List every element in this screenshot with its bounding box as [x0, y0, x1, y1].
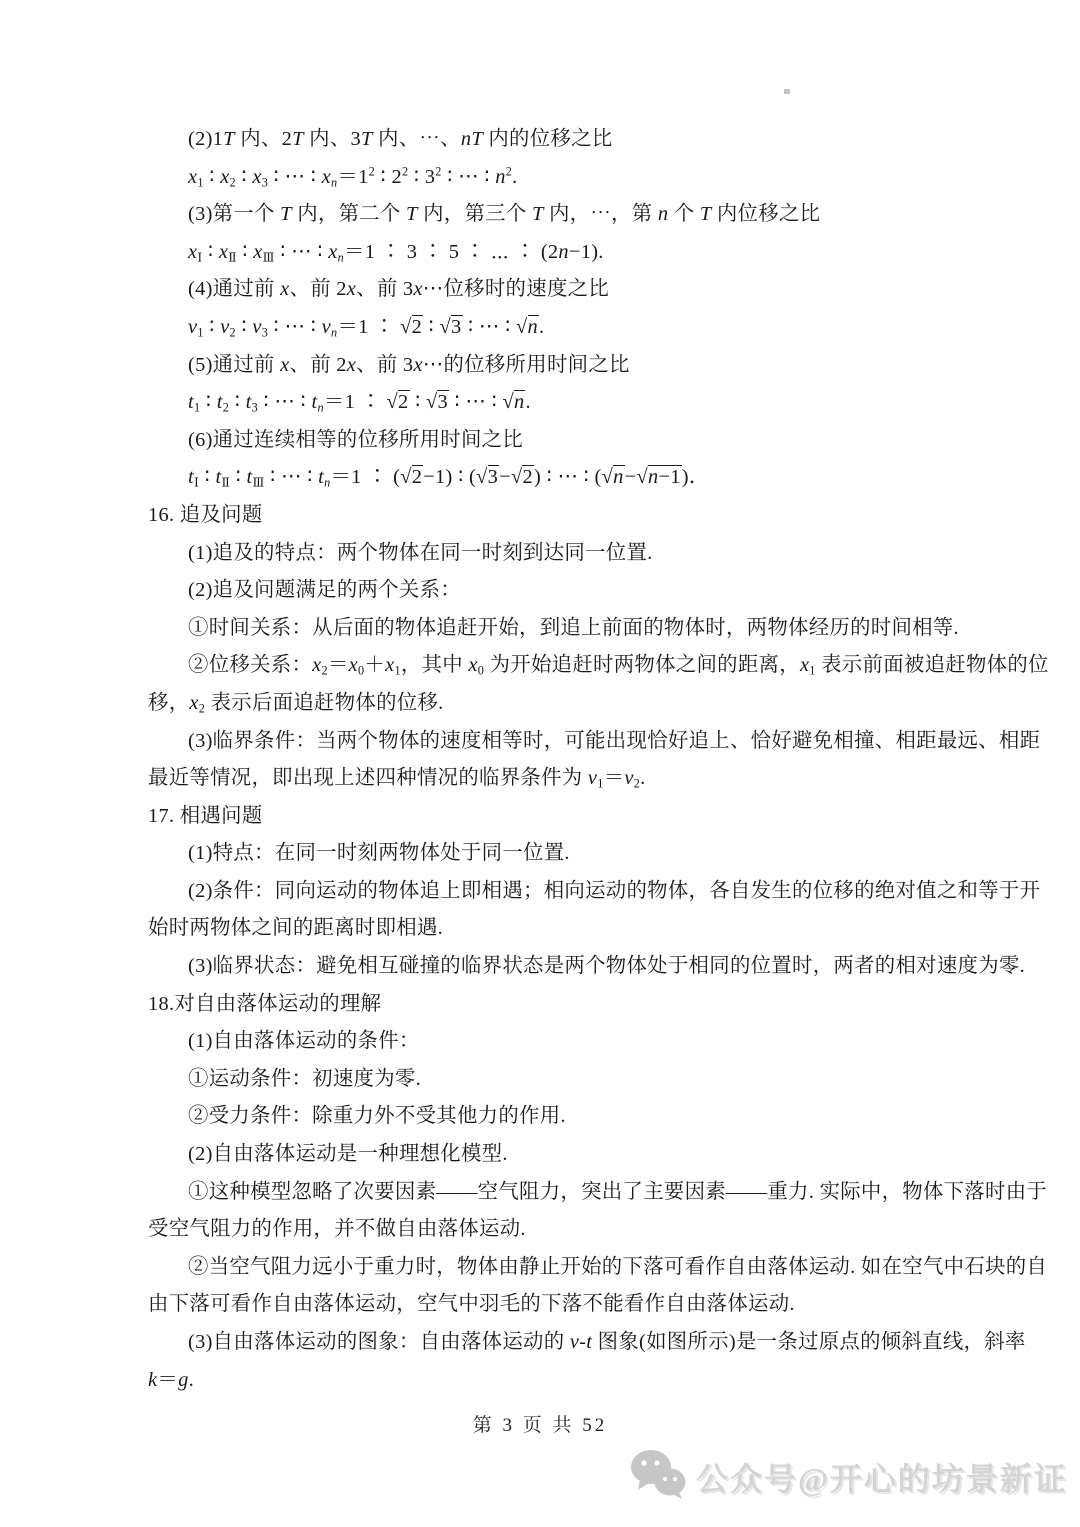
text-line: (2)追及问题满足的两个关系： [188, 579, 461, 602]
formula-line: $t_1$ ∶ $t_2$ ∶ $t_3$ ∶ ⋯ ∶ $t_n=1$ ∶ √2 ∶ √3 ∶ ⋯ ∶ √n. [188, 391, 531, 415]
watermark [630, 1448, 1068, 1505]
text-line: (3)临界条件：当两个物体的速度相等时，可能出现恰好追上、恰好避免相撞、相距最远、相距 [188, 729, 1041, 752]
wechat-icon [630, 1448, 686, 1505]
text-line: 始时两物体之间的距离时即相遇. [148, 917, 444, 940]
formula-line: k＝g. [148, 1368, 194, 1391]
section-heading-18: 18.对自由落体运动的理解 [148, 992, 382, 1015]
text-line: (1)追及的特点：两个物体在同一时刻到达同一位置. [188, 541, 653, 564]
watermark-text: 公众号@开心的坊景新证 [696, 1460, 1068, 1497]
page-number: 第 3 页 共 52 [472, 1415, 608, 1436]
text-line: (1)自由落体运动的条件： [188, 1030, 420, 1053]
text-line: (3)临界状态：避免相互碰撞的临界状态是两个物体处于相同的位置时，两者的相对速度为零. [188, 955, 1026, 978]
text-line: ①时间关系：从后面的物体追赶开始，到追上前面的物体时，两物体经历的时间相等. [188, 616, 959, 639]
formula-line: $v_1$ ∶ $v_2$ ∶ $v_3$ ∶ ⋯ ∶ $v_n=1$ ∶ √2 ∶ √3 ∶ ⋯ ∶ √n. [188, 315, 545, 340]
text-line: (5)通过前 x、前 2x、前 3x⋯的位移所用时间之比 [188, 353, 630, 376]
text-line: (6)通过连续相等的位移所用时间之比 [188, 428, 524, 451]
text-line: ②当空气阻力远小于重力时，物体由静止开始的下落可看作自由落体运动. 如在空气中石块的自 [188, 1255, 1048, 1278]
text-line: 移，$x_2$ 表示后面追赶物体的位移. [148, 691, 444, 716]
text-line: (3)第一个 T 内，第二个 T 内，第三个 T 内，⋯，第 n 个 T 内位移之比 [188, 203, 821, 226]
text-line: 受空气阻力的作用，并不做自由落体运动. [148, 1218, 526, 1241]
formula-line: $x_1$ ∶ $x_2$ ∶ $x_3$ ∶ ⋯ ∶ $x_n=1^2$ ∶ $2^2$ ∶ $3^2$ ∶ ⋯ ∶ $n^2$. [188, 164, 518, 190]
scan-artifact-dot [784, 89, 790, 94]
text-line: (2)条件：同向运动的物体追上即相遇；相向运动的物体，各自发生的位移的绝对值之和等于开 [188, 879, 1041, 902]
text-line: 由下落可看作自由落体运动，空气中羽毛的下落不能看作自由落体运动. [148, 1293, 795, 1316]
text-line: (2)自由落体运动是一种理想化模型. [188, 1143, 508, 1166]
text-line: 最近等情况，即出现上述四种情况的临界条件为 $v_1=v_2$. [148, 767, 646, 791]
text-line: ①运动条件：初速度为零. [188, 1067, 421, 1090]
text-line: (4)通过前 x、前 2x、前 3x⋯位移时的速度之比 [188, 278, 610, 301]
text-line: ①这种模型忽略了次要因素——空气阻力，突出了主要因素——重力. 实际中，物体下落时由于 [188, 1180, 1048, 1203]
text-line: (2)1T 内、2T 内、3T 内、⋯、nT 内的位移之比 [188, 128, 613, 150]
text-line: (1)特点：在同一时刻两物体处于同一位置. [188, 842, 570, 865]
text-line: ②受力条件：除重力外不受其他力的作用. [188, 1105, 566, 1128]
document-body [148, 121, 1049, 1399]
section-heading-17: 17. 相遇问题 [148, 804, 263, 827]
text-line: (3)自由落体运动的图象：自由落体运动的 v-t 图象(如图所示)是一条过原点的倾斜直线，斜率 [188, 1331, 1026, 1353]
formula-line: $x_Ⅰ$ ∶ $x_Ⅱ$ ∶ $x_Ⅲ$ ∶ ⋯ ∶ $x_n=1$ ∶ 3 ∶ 5 ∶ ⋯ ∶ (2n−1). [188, 240, 604, 265]
section-heading-16: 16. 追及问题 [148, 503, 263, 526]
formula-line: $t_Ⅰ$ ∶ $t_Ⅱ$ ∶ $t_Ⅲ$ ∶ ⋯ ∶ $t_n=1$ ∶ (√2−1) ∶ (√3−√2) ∶ ⋯ ∶ (√n−√n−1)． [188, 466, 710, 491]
text-line: ②位移关系：$x_2=x_0+x_1$，其中 $x_0$ 为开始追赶时两物体之间的距离，$x_1$ 表示前面被追赶物体的位 [188, 654, 1049, 678]
